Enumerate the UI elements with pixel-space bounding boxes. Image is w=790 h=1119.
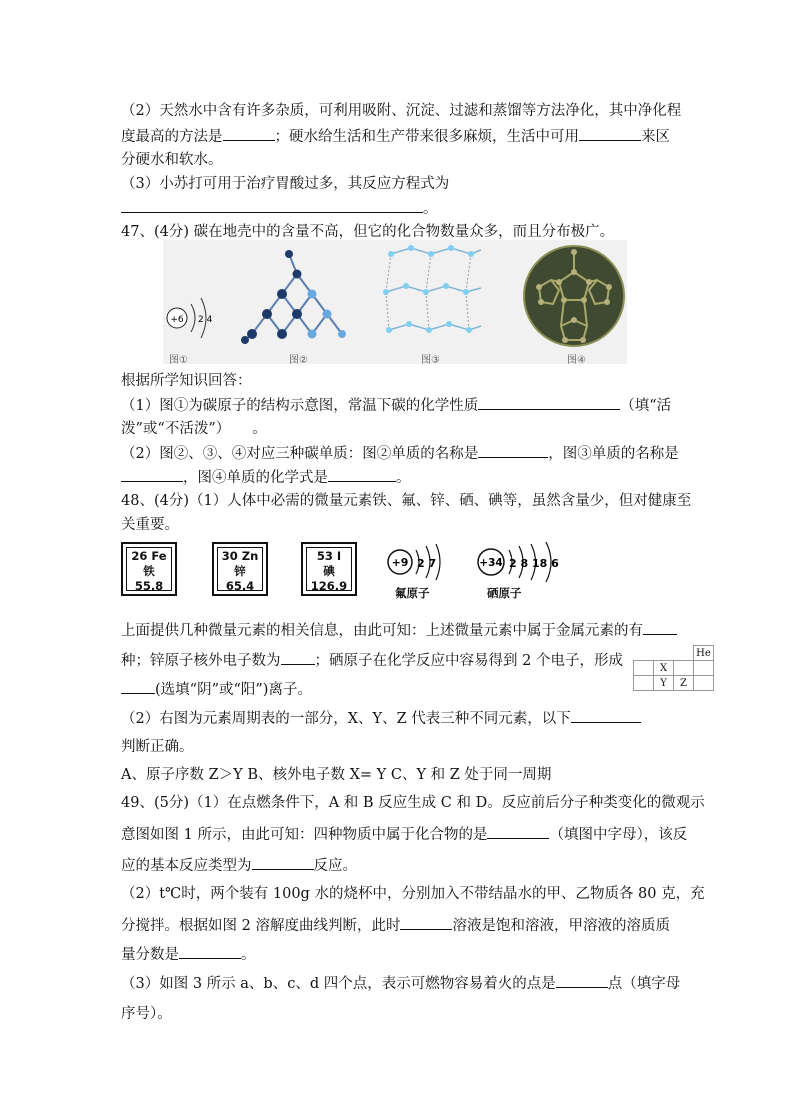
iodine-mass: 126.9 — [310, 579, 348, 593]
zinc-number-symbol: 30 Zn — [221, 549, 259, 563]
element-card-iron — [121, 542, 177, 596]
answer-blank[interactable] — [478, 395, 620, 410]
cell-x: X — [654, 661, 674, 676]
cell-y: Y — [654, 676, 674, 691]
fluorine-nucleus: +9 — [391, 556, 409, 569]
q48-title-line2: 关重要。 — [121, 517, 179, 533]
diamond-structure — [237, 244, 357, 354]
figure-2-label: 图② — [289, 355, 308, 366]
iron-number-symbol: 26 Fe — [131, 549, 167, 563]
iodine-name: 碘 — [323, 564, 335, 578]
carbon-shells: 2 4 — [198, 315, 213, 325]
answer-blank[interactable] — [571, 708, 641, 723]
q49-part3-line1: （3）如图 3 所示 a、b、c、d 四个点，表示可燃物容易着火的点是 点（填字母 — [121, 973, 680, 994]
figure-3-label: 图③ — [421, 355, 440, 366]
q49-title-line2: 意图如图 1 所示，由此可知：四种物质中属于化合物的是 （填图中字母），该反 — [121, 824, 687, 845]
q46-part3-line2: 。 — [121, 198, 438, 219]
selenium-label: 硒原子 — [487, 586, 522, 600]
fluorine-label: 氟原子 — [395, 586, 430, 600]
q48-part1-line1: 上面提供几种微量元素的相关信息，由此可知：上述微量元素中属于金属元素的有 — [121, 620, 677, 641]
cell-z: Z — [674, 676, 694, 691]
answer-blank[interactable] — [252, 855, 314, 870]
fluorine-shells: 2 7 — [417, 557, 437, 570]
q47-part1-line1: （1）图①为碳原子的结构示意图，常温下碳的化学性质 （填“活 — [121, 395, 671, 416]
carbon-nucleus: +6 — [170, 315, 184, 325]
answer-blank[interactable] — [328, 467, 396, 482]
q46-part2-line3: 分硬水和软水。 — [121, 152, 223, 168]
zinc-name: 锌 — [234, 564, 246, 578]
answer-blank[interactable] — [223, 126, 275, 141]
q47-part1-line2: 泼”或“不活泼”） 。 — [121, 421, 267, 437]
q49-part2-line2: 分搅拌。根据如图 2 溶解度曲线判断，此时 溶液是饱和溶液，甲溶液的溶质质 — [121, 915, 670, 936]
q46-part2-line2: 度最高的方法是 ；硬水给生活和生产带来很多麻烦，生活中可用 来区 — [121, 126, 670, 147]
q49-part2-line3: 量分数是 。 — [121, 944, 256, 965]
figure-1-label: 图① — [169, 355, 188, 366]
cell-he: He — [694, 646, 714, 661]
q48-part1-line2: 种；锌原子核外电子数为 ；硒原子在化学反应中容易得到 2 个电子，形成 — [121, 650, 623, 671]
carbon-atom-diagram — [163, 278, 223, 358]
q49-title-line1: 49、(5分)（1）在点燃条件下，A 和 B 反应生成 C 和 D。反应前后分子种类变化的微观示 — [121, 795, 705, 811]
iron-mass: 55.8 — [134, 579, 164, 593]
answer-blank[interactable] — [281, 650, 315, 665]
q48-title-line1: 48、(4分)（1）人体中必需的微量元素铁、氟、锌、硒、碘等，虽然含量少，但对健康至 — [121, 493, 692, 509]
iron-name: 铁 — [143, 564, 155, 578]
q49-part3-line2: 序号）。 — [121, 1006, 172, 1022]
element-card-zinc — [212, 542, 268, 596]
fullerene-structure — [519, 242, 629, 352]
answer-blank[interactable] — [400, 915, 452, 930]
answer-blank[interactable] — [121, 467, 183, 482]
q49-part2-line1: （2）t℃时，两个装有 100g 水的烧杯中，分别加入不带结晶水的甲、乙物质各 80 克，充 — [121, 886, 705, 902]
q48-options: A、原子序数 Z＞Y B、核外电子数 X= Y C、Y 和 Z 处于同一周期 — [121, 767, 552, 783]
zinc-mass: 65.4 — [225, 579, 255, 593]
answer-blank[interactable] — [579, 126, 641, 141]
figure-4-label: 图④ — [567, 355, 586, 366]
answer-blank[interactable] — [478, 443, 548, 458]
answer-blank[interactable] — [121, 679, 155, 694]
selenium-shells: 2 8 18 6 — [509, 557, 559, 570]
q48-part1-line3: (选填“阴”或“阳”)离子。 — [121, 679, 312, 700]
answer-blank[interactable] — [487, 824, 549, 839]
fluorine-atom-diagram — [386, 540, 456, 584]
graphite-structure — [381, 242, 491, 352]
q46-part3-line1: （3）小苏打可用于治疗胃酸过多，其反应方程式为 — [121, 176, 450, 192]
selenium-nucleus: +34 — [479, 557, 503, 569]
iodine-number-symbol: 53 I — [316, 549, 342, 563]
q47-part2-line1: （2）图②、③、④对应三种碳单质：图②单质的名称是 ，图③单质的名称是 — [121, 443, 679, 464]
carbon-figures — [163, 240, 627, 364]
selenium-atom-diagram — [476, 540, 566, 584]
periodic-table-fragment — [633, 645, 714, 691]
q46-part2-line1: （2）天然水中含有许多杂质，可利用吸附、沉淀、过滤和蒸馏等方法净化，其中净化程 — [121, 103, 682, 119]
answer-blank[interactable] — [643, 620, 677, 635]
q48-part2-line2: 判断正确。 — [121, 739, 194, 755]
q47-intro: 根据所学知识回答： — [121, 373, 252, 389]
answer-blank[interactable] — [179, 944, 241, 959]
answer-blank[interactable] — [556, 973, 608, 988]
q47-part2-line2: ，图④单质的化学式是 。 — [121, 467, 411, 488]
q48-part2-line1: （2）右图为元素周期表的一部分，X、Y、Z 代表三种不同元素，以下 — [121, 708, 641, 729]
q47-title: 47、(4分) 碳在地壳中的含量不高，但它的化合物数量众多，而且分布极广。 — [121, 224, 615, 240]
answer-blank[interactable] — [121, 198, 423, 213]
element-card-iodine — [301, 542, 357, 596]
q49-title-line3: 应的基本反应类型为 反应。 — [121, 855, 357, 876]
